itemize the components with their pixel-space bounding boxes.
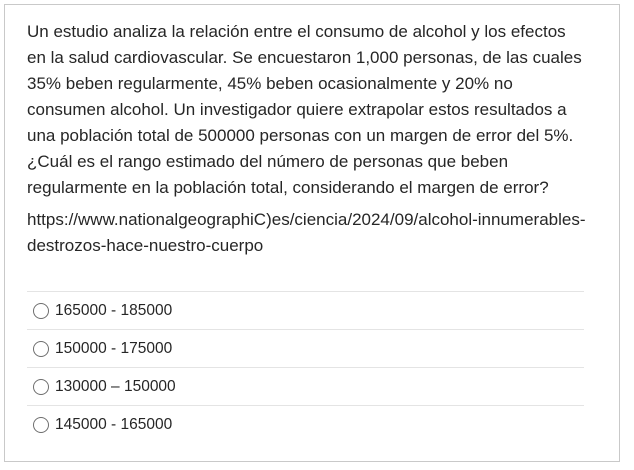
- radio-unchecked-icon[interactable]: [33, 417, 49, 433]
- answer-option-4[interactable]: [27, 406, 584, 443]
- radio-unchecked-icon[interactable]: [33, 341, 49, 357]
- question-body: [27, 19, 587, 259]
- source-link-text: https://www.nationalgeographiC)es/ciencia/2024/09/alcohol-innumerables-destrozos-hace-nuestro-cuerpo: [27, 210, 586, 255]
- answer-option-label: 165000 - 185000: [55, 301, 173, 319]
- answer-option-2[interactable]: [27, 330, 584, 368]
- answer-option-label: 145000 - 165000: [55, 415, 173, 433]
- answer-option-3[interactable]: [27, 368, 584, 406]
- answer-options: [27, 291, 584, 443]
- question-text: Un estudio analiza la relación entre el consumo de alcohol y los efectos en la salud cardiovascular. Se encuestaron 1,000 personas, de las cuales 35% beben regularmente, 45% beben ocasionalmente y 20% no consumen alcohol. Un investigador quiere extrapolar estos resultados a una población total de 500000 personas con un margen de error del 5%. ¿Cuál es el rango estimado del número de personas que beben regularmente en la población total, considerando el margen de error?: [27, 22, 582, 197]
- radio-unchecked-icon[interactable]: [33, 379, 49, 395]
- answer-option-label: 130000 – 150000: [55, 377, 176, 395]
- answer-option-1[interactable]: [27, 292, 584, 330]
- answer-option-label: 150000 - 175000: [55, 339, 173, 357]
- question-card: [4, 4, 620, 462]
- radio-unchecked-icon[interactable]: [33, 303, 49, 319]
